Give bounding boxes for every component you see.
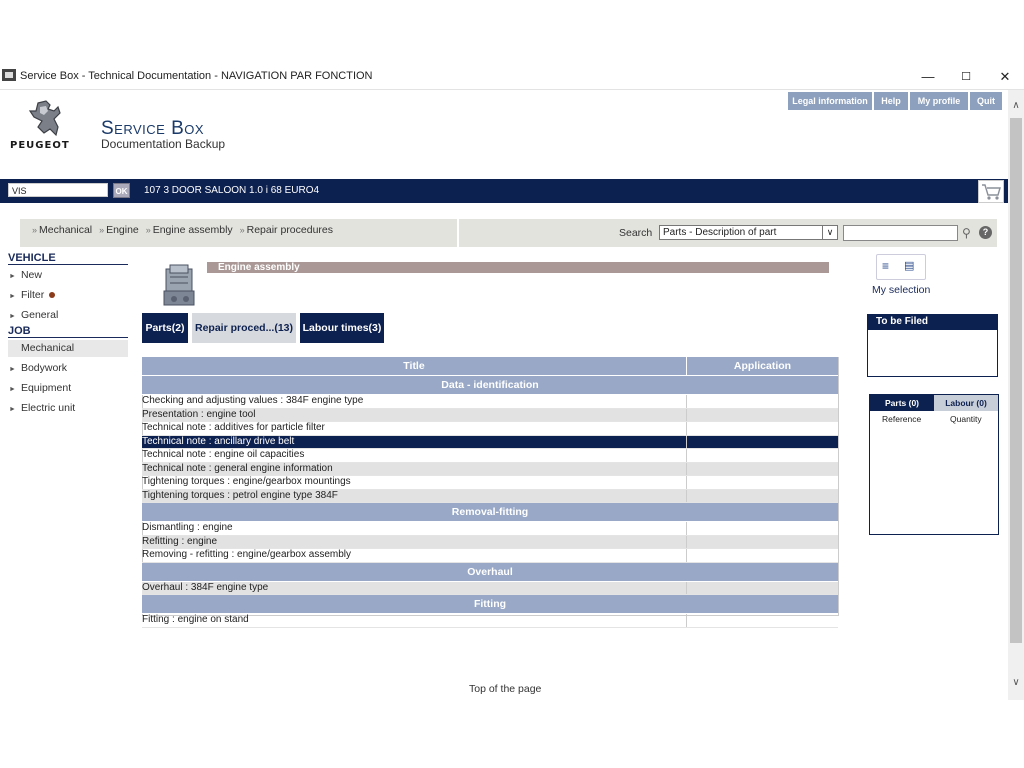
breadcrumb-item[interactable]: Mechanical	[39, 224, 93, 236]
row-application	[687, 436, 838, 449]
nav-item-label: Electric unit	[20, 402, 76, 414]
row-title: Fitting : engine on stand	[142, 614, 687, 627]
search-type-value: Parts - Description of part	[663, 227, 777, 238]
row-title: Technical note : engine oil capacities	[142, 449, 687, 462]
filter-active-dot-icon	[49, 292, 55, 298]
group-header: Removal-fitting	[142, 503, 838, 522]
row-application	[687, 395, 838, 408]
peugeot-lion-logo-icon	[24, 99, 64, 137]
breadcrumb-bar-divider	[457, 219, 459, 247]
row-application	[687, 476, 838, 489]
basket-tab-parts[interactable]: Parts (0)	[870, 395, 934, 411]
quit-link[interactable]: Quit	[970, 92, 1002, 110]
app-subtitle: Documentation Backup	[101, 137, 226, 151]
nav-item-general[interactable]	[9, 309, 58, 321]
help-icon[interactable]: ?	[979, 226, 992, 239]
breadcrumb-item[interactable]: Repair procedures	[246, 224, 334, 236]
tab-repair-procedures[interactable]: Repair proced...(13)	[192, 313, 296, 343]
maximize-button[interactable]: ☐	[961, 71, 971, 83]
top-of-page-link[interactable]: Top of the page	[469, 683, 542, 695]
row-application	[687, 614, 838, 627]
list-icon[interactable]: ≡	[882, 259, 890, 273]
breadcrumb	[28, 224, 333, 236]
triangle-right-icon: ►	[9, 406, 16, 413]
table-row[interactable]	[142, 522, 838, 536]
search-input[interactable]	[843, 225, 958, 241]
app-icon	[2, 69, 16, 81]
shopping-cart-icon	[979, 181, 1003, 202]
table-row[interactable]	[142, 490, 838, 504]
tab-parts[interactable]: Parts(2)	[142, 313, 188, 343]
nav-item-mechanical[interactable]: Mechanical	[8, 340, 128, 357]
row-title: Removing - refitting : engine/gearbox assembly	[142, 549, 687, 562]
row-title: Technical note : additives for particle filter	[142, 422, 687, 435]
my-selection-label[interactable]: My selection	[872, 284, 931, 296]
engine-illustration-icon	[160, 261, 200, 313]
triangle-right-icon: ►	[9, 313, 16, 320]
group-header: Overhaul	[142, 563, 838, 582]
nav-item-label: General	[20, 309, 59, 321]
breadcrumb-item[interactable]: Engine assembly	[152, 224, 233, 236]
app-title: Service Box	[101, 118, 205, 139]
scroll-down-arrow-icon[interactable]: ∨	[1012, 677, 1020, 688]
breadcrumb-separator: »	[32, 225, 38, 235]
nav-item-equipment[interactable]	[9, 382, 71, 394]
row-title: Overhaul : 384F engine type	[142, 582, 687, 595]
table-row[interactable]	[142, 409, 838, 423]
breadcrumb-separator: »	[239, 225, 245, 235]
breadcrumb-separator: »	[99, 225, 105, 235]
nav-item-electric-unit[interactable]	[9, 402, 75, 414]
row-application	[687, 409, 838, 422]
search-label: Search	[619, 227, 653, 239]
table-row[interactable]	[142, 582, 838, 596]
to-be-filed-heading: To be Filed	[867, 314, 998, 330]
triangle-right-icon: ►	[9, 293, 16, 300]
triangle-right-icon: ►	[9, 273, 16, 280]
nav-item-label: New	[20, 269, 42, 281]
row-application	[687, 422, 838, 435]
row-title: Technical note : general engine information	[142, 463, 687, 476]
table-header-row	[142, 357, 838, 376]
basket-column-quantity: Quantity	[950, 414, 982, 424]
vis-input[interactable]: VIS	[8, 183, 108, 197]
table-row[interactable]	[142, 449, 838, 463]
scroll-up-arrow-icon[interactable]: ∧	[1012, 100, 1020, 111]
scrollbar-thumb[interactable]	[1010, 118, 1022, 643]
close-button[interactable]: ✕	[999, 69, 1011, 84]
triangle-right-icon: ►	[9, 386, 16, 393]
table-row[interactable]	[142, 536, 838, 550]
cart-button[interactable]	[978, 180, 1004, 203]
search-type-select[interactable]	[659, 225, 838, 240]
row-application	[687, 522, 838, 535]
nav-item-new[interactable]	[9, 269, 42, 281]
nav-item-label: Bodywork	[20, 362, 68, 374]
group-header: Data - identification	[142, 376, 838, 395]
magnifier-icon[interactable]: ⚲	[962, 226, 971, 240]
nav-item-label: Filter	[20, 289, 45, 301]
minimize-button[interactable]: —	[921, 69, 935, 84]
help-link[interactable]: Help	[874, 92, 908, 110]
breadcrumb-separator: »	[145, 225, 151, 235]
column-header-application[interactable]: Application	[733, 360, 792, 372]
my-profile-link[interactable]: My profile	[910, 92, 968, 110]
nav-item-label: Equipment	[20, 382, 72, 394]
column-header-title[interactable]: Title	[142, 357, 687, 375]
procedures-table	[142, 357, 838, 628]
basket-tab-labour[interactable]: Labour (0)	[934, 395, 998, 411]
table-row[interactable]	[142, 614, 838, 628]
table-row[interactable]	[142, 395, 838, 409]
nav-heading-job: JOB	[8, 325, 128, 338]
table-row[interactable]	[142, 549, 838, 563]
row-title: Technical note : ancillary drive belt	[142, 436, 687, 449]
nav-item-bodywork[interactable]	[9, 362, 67, 374]
vehicle-description: 107 3 DOOR SALOON 1.0 i 68 EURO4	[144, 185, 320, 196]
chevron-down-icon: ∨	[822, 226, 837, 239]
table-row[interactable]	[142, 476, 838, 490]
document-icon[interactable]: ▤	[904, 260, 915, 272]
section-title: Engine assembly	[207, 262, 829, 273]
row-application	[687, 449, 838, 462]
row-application	[687, 463, 838, 476]
basket-column-reference: Reference	[882, 414, 922, 424]
row-application	[687, 582, 838, 595]
table-row-selected[interactable]	[142, 436, 838, 450]
table-row[interactable]	[142, 463, 838, 477]
row-application	[687, 549, 838, 562]
row-title: Refitting : engine	[142, 536, 687, 549]
row-title: Dismantling : engine	[142, 522, 687, 535]
row-title: Checking and adjusting values : 384F engine type	[142, 395, 687, 408]
table-row[interactable]	[142, 422, 838, 436]
tab-labour-times[interactable]: Labour times(3)	[300, 313, 384, 343]
row-application	[687, 490, 838, 503]
row-application	[687, 536, 838, 549]
vis-ok-button[interactable]: OK	[113, 183, 130, 198]
nav-item-filter[interactable]	[9, 289, 55, 301]
row-title: Tightening torques : engine/gearbox mountings	[142, 476, 687, 489]
row-title: Tightening torques : petrol engine type 384F	[142, 490, 687, 503]
row-title: Presentation : engine tool	[142, 409, 687, 422]
legal-information-link[interactable]: Legal information	[788, 92, 872, 110]
breadcrumb-item[interactable]: Engine	[106, 224, 139, 236]
window-title: Service Box - Technical Documentation - NAVIGATION PAR FONCTION	[20, 70, 373, 82]
group-header: Fitting	[142, 595, 838, 614]
triangle-right-icon: ►	[9, 366, 16, 373]
nav-heading-vehicle: VEHICLE	[8, 252, 128, 265]
brand-wordmark: PEUGEOT	[10, 140, 70, 151]
